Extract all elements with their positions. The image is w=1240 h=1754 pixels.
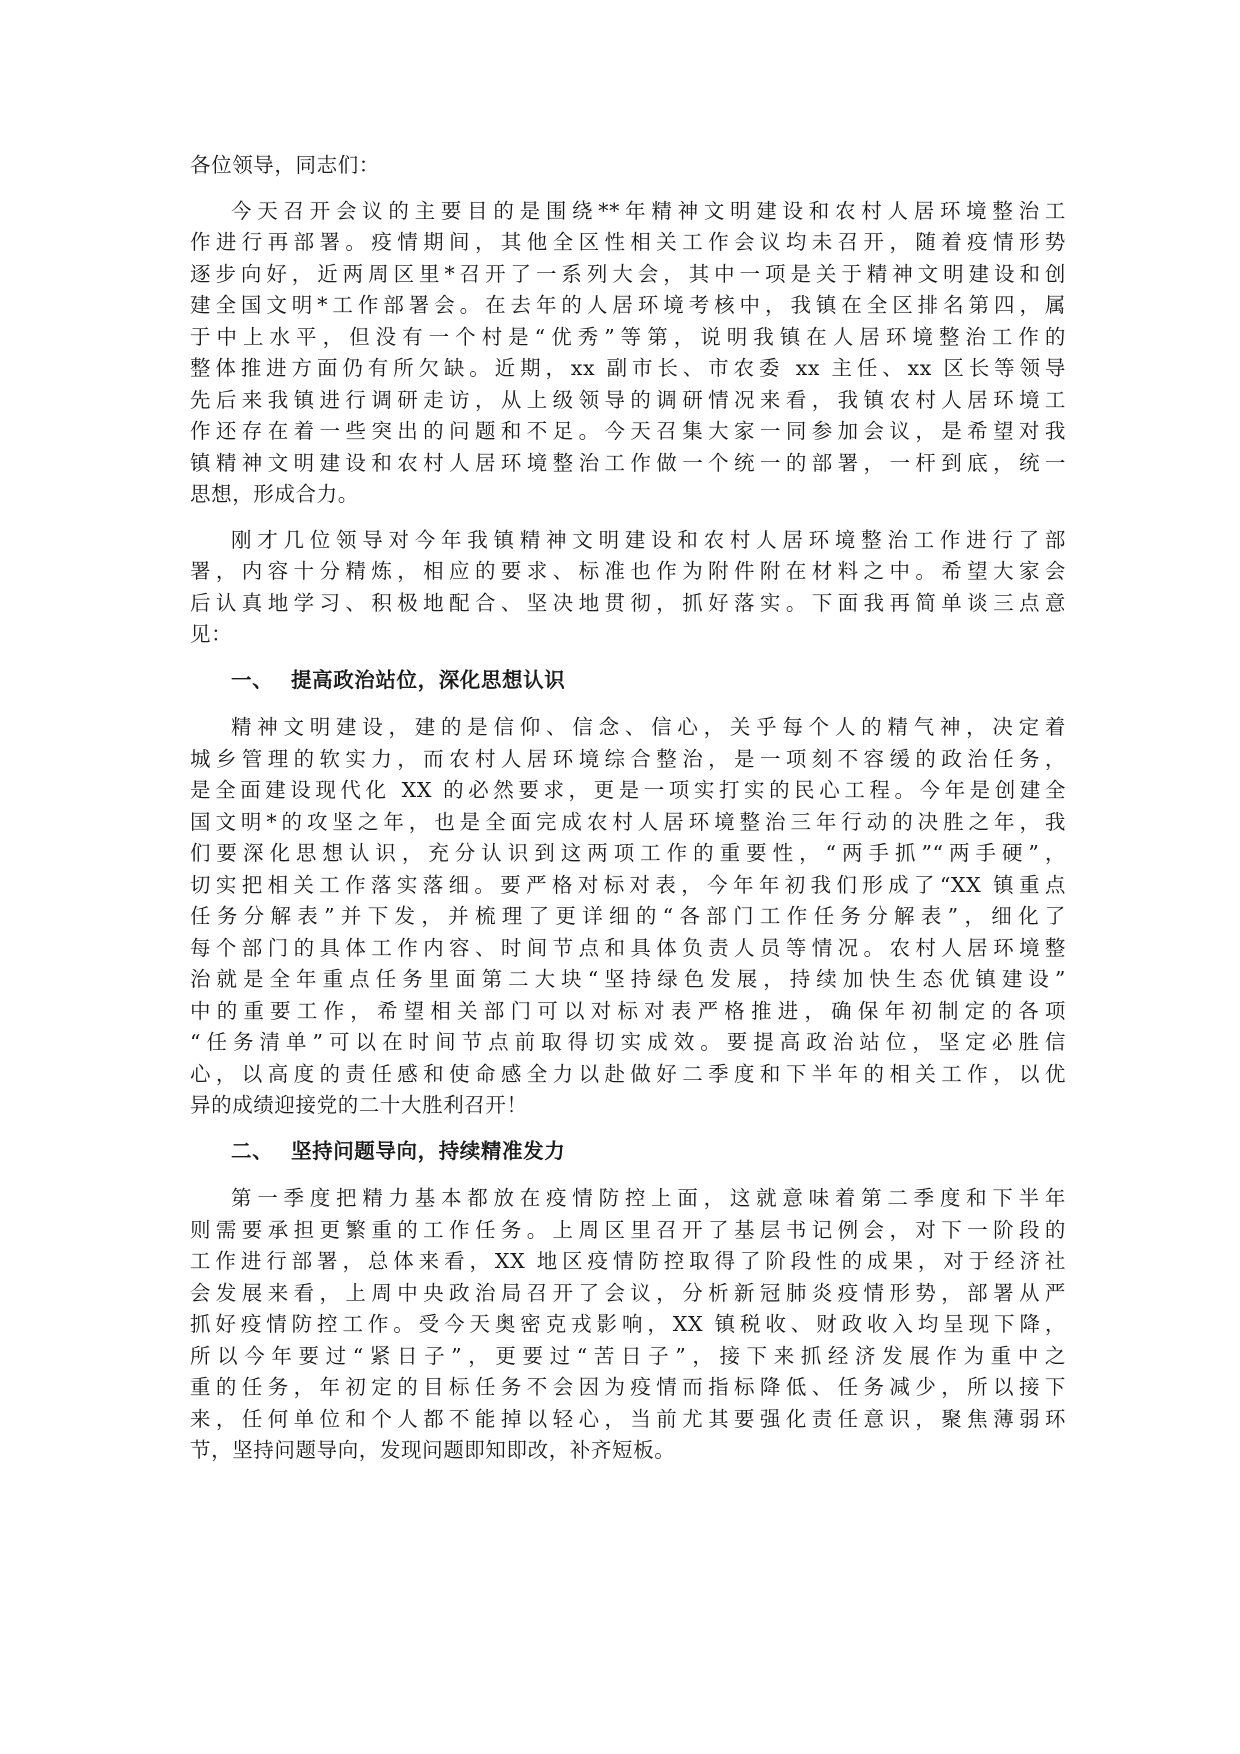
paragraph-line: 们要深化思想认识，充分认识到这两项工作的重要性，“两手抓”“两手硬”， (190, 841, 1066, 865)
paragraph-line: 抓好疫情防控工作。受今天奥密克戎影响，XX 镇税收、财政收入均呈现下降， (190, 1312, 1066, 1336)
paragraph-line: 作还存在着一些突出的问题和不足。今天召集大家一同参加会议，是希望对我 (190, 419, 1066, 443)
paragraph-line: 心，以高度的责任感和使命感全力以赴做好二季度和下半年的相关工作，以优 (190, 1061, 1066, 1086)
section-heading (190, 1136, 1066, 1168)
paragraph-line: 每个部门的具体工作内容、时间节点和具体负责人员等情况。农村人居环境整 (190, 935, 1066, 960)
paragraph-line: 会发展来看，上周中央政治局召开了会议，分析新冠肺炎疫情形势，部署从严 (190, 1280, 1066, 1305)
document-body (190, 196, 1066, 1467)
paragraph-line: 作进行再部署。疫情期间，其他全区性相关工作会议均未召开，随着疫情形势 (190, 230, 1066, 254)
paragraph-line: 重的任务，年初定的目标任务不会因为疫情而指标降低、任务减少，所以接下 (190, 1375, 1066, 1399)
body-paragraph (190, 712, 1066, 1122)
body-paragraph (190, 1183, 1066, 1467)
paragraph-line: 则需要承担更繁重的工作任务。上周区里召开了基层书记例会，对下一阶段的 (190, 1217, 1066, 1242)
paragraph-line: 思想，形成合力。 (190, 482, 359, 506)
paragraph-line: 刚才几位领导对今年我镇精神文明建设和农村人居环境整治工作进行了部 (231, 527, 1066, 552)
document-page (190, 150, 1066, 1481)
section-heading-title: 坚持问题导向，持续精准发力 (291, 1138, 566, 1163)
paragraph-line: 来，任何单位和个人都不能掉以轻心，当前尤其要强化责任意识，聚焦薄弱环 (190, 1406, 1066, 1431)
paragraph-line: 所以今年要过“紧日子”，更要过“苦日子”，接下来抓经济发展作为重中之 (190, 1343, 1066, 1368)
body-paragraph (190, 525, 1066, 651)
paragraph-line: 署，内容十分精炼，相应的要求、标准也作为附件附在材料之中。希望大家会 (190, 559, 1066, 583)
paragraph-line: 第一季度把精力基本都放在疫情防控上面，这就意味着第二季度和下半年 (231, 1186, 1066, 1210)
paragraph-line: 切实把相关工作落实落细。要严格对标对表，今年年初我们形成了“XX 镇重点 (190, 872, 1066, 897)
paragraph-line: 中的重要工作，希望相关部门可以对标对表严格推进，确保年初制定的各项 (190, 998, 1066, 1023)
paragraph-line: 建全国文明*工作部署会。在去年的人居环境考核中，我镇在全区排名第四，属 (190, 293, 1066, 317)
paragraph-line: 逐步向好，近两周区里*召开了一系列大会，其中一项是关于精神文明建设和创 (190, 261, 1066, 286)
section-heading-number: 一、 (231, 667, 274, 692)
paragraph-line: 异的成绩迎接党的二十大胜利召开！ (190, 1093, 528, 1117)
paragraph-line: 见： (190, 622, 233, 646)
paragraph-line: 整体推进方面仍有所欠缺。近期，xx 副市长、市农委 xx 主任、xx 区长等领导 (190, 356, 1066, 380)
paragraph-line: “任务清单”可以在时间节点前取得切实成效。要提高政治站位，坚定必胜信 (190, 1030, 1066, 1054)
section-heading-number: 二、 (231, 1138, 274, 1163)
section-heading (190, 665, 1066, 697)
paragraph-line: 节，坚持问题导向，发现问题即知即改，补齐短板。 (190, 1438, 676, 1462)
paragraph-line: 于中上水平，但没有一个村是“优秀”等第，说明我镇在人居环境整治工作的 (190, 324, 1066, 349)
paragraph-line: 精神文明建设，建的是信仰、信念、信心，关乎每个人的精气神，决定着 (231, 715, 1066, 739)
paragraph-line: 国文明*的攻坚之年，也是全面完成农村人居环境整治三年行动的决胜之年，我 (190, 809, 1066, 834)
paragraph-line: 后认真地学习、积极地配合、坚决地贯彻，抓好落实。下面我再简单谈三点意 (190, 590, 1066, 615)
section-heading-title: 提高政治站位，深化思想认识 (291, 667, 566, 692)
paragraph-line: 治就是全年重点任务里面第二大块“坚持绿色发展，持续加快生态优镇建设” (190, 967, 1066, 991)
paragraph-line: 任务分解表”并下发，并梳理了更详细的“各部门工作任务分解表”，细化了 (190, 904, 1066, 928)
body-paragraph (190, 196, 1066, 511)
paragraph-line: 先后来我镇进行调研走访，从上级领导的调研情况来看，我镇农村人居环境工 (190, 387, 1066, 412)
salutation: 各位领导，同志们： (190, 153, 380, 177)
paragraph-line: 城乡管理的软实力，而农村人居环境综合整治，是一项刻不容缓的政治任务， (190, 746, 1066, 771)
paragraph-line: 镇精神文明建设和农村人居环境整治工作做一个统一的部署，一杆到底，统一 (190, 450, 1066, 475)
paragraph-line: 是全面建设现代化 XX 的必然要求，更是一项实打实的民心工程。今年是创建全 (190, 778, 1066, 802)
paragraph-line: 工作进行部署，总体来看，XX 地区疫情防控取得了阶段性的成果，对于经济社 (190, 1249, 1066, 1273)
paragraph-line: 今天召开会议的主要目的是围绕**年精神文明建设和农村人居环境整治工 (231, 198, 1066, 223)
